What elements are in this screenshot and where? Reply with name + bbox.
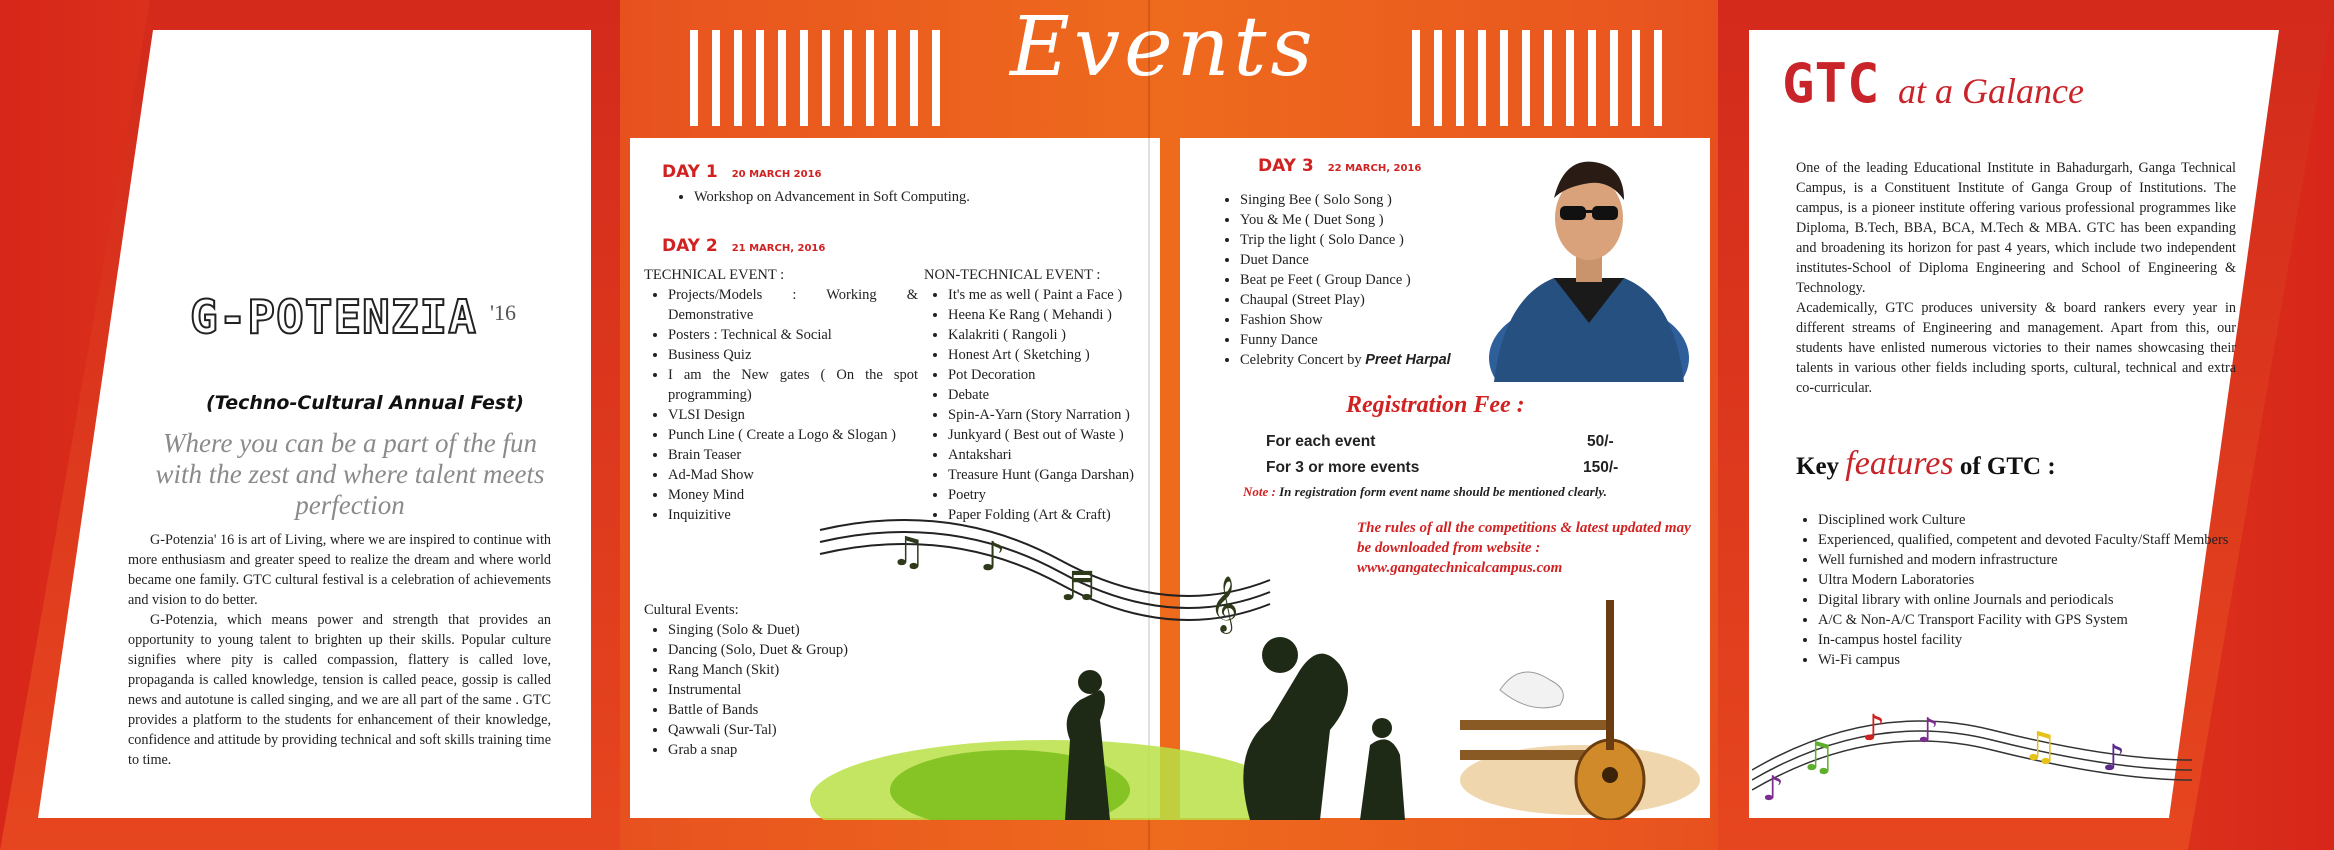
list-item: • Qawwali (Sur-Tal) (668, 720, 908, 740)
list-item: • Inquizitive (668, 505, 918, 525)
list-item: • Trip the light ( Solo Dance ) (1240, 230, 1500, 250)
fest-tagline: (Techno-Cultural Annual Fest) (206, 392, 524, 414)
nontechnical-heading: NON-TECHNICAL EVENT : (924, 267, 1101, 283)
music-note-icon: ♫ (2022, 724, 2058, 770)
list-item: • Ad-Mad Show (668, 465, 918, 485)
day3-heading (1258, 156, 1421, 176)
list-item: • Junkyard ( Best out of Waste ) (948, 425, 1168, 445)
list-item: • A/C & Non-A/C Transport Facility with GPS System (1818, 610, 2248, 630)
features-word: features (1845, 445, 1954, 482)
list-item: • Dancing (Solo, Duet & Group) (668, 640, 908, 660)
gtc-about (1796, 158, 2236, 398)
list-item: • Wi-Fi campus (1818, 650, 2248, 670)
music-note-icon: ♫ (890, 529, 926, 575)
technical-heading: TECHNICAL EVENT : (644, 267, 785, 283)
music-note-icon: ♪ (1862, 708, 1885, 749)
music-note-icon: ♪ (2102, 738, 2125, 779)
fee-label: For 3 or more events (1266, 459, 1420, 476)
note-label: Note : (1243, 484, 1276, 499)
music-note-icon: ♫ (1800, 734, 1836, 780)
list-item: • Spin-A-Yarn (Story Narration ) (948, 405, 1168, 425)
day3-list (1218, 190, 1500, 370)
list-item: • VLSI Design (668, 405, 918, 425)
intro-paragraph: G-Potenzia' 16 is art of Living, where we are inspired to continue with more enthusiasm and greater speed to realize the dream and where world became one family. GTC cultural festival is a celebration of achievements and vision to do better. (128, 532, 551, 608)
list-item: • Instrumental (668, 680, 908, 700)
day2-date: 21 MARCH, 2016 (731, 243, 826, 254)
list-item: • Posters : Technical & Social (668, 325, 918, 345)
artist-photo (1484, 148, 1694, 382)
key-features-heading (1796, 445, 2056, 483)
music-note-icon: ♪ (1917, 711, 1939, 751)
list-item: • Beat pe Feet ( Group Dance ) (1240, 270, 1500, 290)
list-item: • You & Me ( Duet Song ) (1240, 210, 1500, 230)
day3-date: 22 MARCH, 2016 (1327, 163, 1422, 174)
logo-year: '16 (490, 300, 516, 325)
list-item: • Brain Teaser (668, 445, 918, 465)
list-item: • Debate (948, 385, 1168, 405)
list-item: • Singing (Solo & Duet) (668, 620, 908, 640)
list-item: • In-campus hostel facility (1818, 630, 2248, 650)
day1-heading (662, 162, 822, 182)
list-item: • Battle of Bands (668, 700, 908, 720)
fee-label: For each event (1266, 433, 1376, 450)
cultural-heading: Cultural Events: (644, 602, 739, 618)
of-gtc-word: of GTC : (1959, 453, 2056, 480)
events-title: Events (1010, 0, 1317, 95)
list-item: • Treasure Hunt (Ganga Darshan) (948, 465, 1168, 485)
fee-value: 50/- (1587, 433, 1614, 450)
fest-slogan: Where you can be a part of the fun with the zest and where talent meets perfection (155, 428, 545, 520)
day3-label: DAY 3 (1258, 156, 1314, 176)
cowboy-hat-icon (1500, 672, 1563, 708)
list-item: • Paper Folding (Art & Craft) (948, 505, 1168, 525)
list-item: • Experienced, qualified, competent and devoted Faculty/Staff Members (1818, 530, 2248, 550)
list-item: • Singing Bee ( Solo Song ) (1240, 190, 1500, 210)
list-item: • Punch Line ( Create a Logo & Slogan ) (668, 425, 918, 445)
day1-date: 20 MARCH 2016 (731, 169, 822, 180)
day2-heading (662, 236, 825, 256)
list-item: • Honest Art ( Sketching ) (948, 345, 1168, 365)
list-item: • Digital library with online Journals and periodicals (1818, 590, 2248, 610)
registration-title: Registration Fee : (1346, 392, 1525, 418)
dancer-silhouette (1243, 654, 1348, 820)
gtc-subtitle: at a Galance (1898, 71, 2084, 111)
saxophonist-silhouette (1065, 690, 1110, 820)
fee-value: 150/- (1583, 459, 1619, 476)
about-paragraph: Academically, GTC produces university & board rankers every year in different streams of Engineering and management. Apart from this, our students have enlisted numerous victories to their names showcasing their talents in various other fields including sports, cultural, technical and extra co-curricular. (1796, 300, 2236, 396)
note-text: In registration form event name should be mentioned clearly. (1279, 484, 1607, 499)
list-item: • Ultra Modern Laboratories (1818, 570, 2248, 590)
list-item: • Heena Ke Rang ( Mehandi ) (948, 305, 1168, 325)
list-item: • Business Quiz (668, 345, 918, 365)
music-staff-decoration (1752, 690, 2192, 820)
features-list (1796, 510, 2248, 670)
music-dance-illustration (800, 490, 1700, 820)
list-item: • Funny Dance (1240, 330, 1500, 350)
music-note-icon: ♬ (1060, 564, 1096, 610)
music-note-icon: ♪ (980, 534, 1006, 580)
list-item: • It's me as well ( Paint a Face ) (948, 285, 1168, 305)
list-item: • Rang Manch (Skit) (668, 660, 908, 680)
technical-list (646, 285, 918, 525)
list-item: • Duet Dance (1240, 250, 1500, 270)
fence-icon (1460, 720, 1610, 730)
rules-text: The rules of all the competitions & latest updated may be downloaded from website : www.gangatechnicalcampus.com (1357, 520, 1691, 576)
intro-text (128, 530, 551, 770)
list-item: • Grab a snap (668, 740, 908, 760)
stripes-left (690, 30, 940, 126)
list-item: • Disciplined work Culture (1818, 510, 2248, 530)
nontechnical-list (926, 285, 1168, 525)
list-item (1240, 350, 1500, 370)
music-note-icon: ♪ (1762, 769, 1784, 809)
concert-prefix: Celebrity Concert by (1240, 352, 1362, 368)
concert-artist: Preet Harpal (1365, 352, 1451, 368)
list-item: • I am the New gates ( On the spot programming) (668, 365, 918, 405)
intro-paragraph: G-Potenzia, which means power and strength that provides an opportunity to young talent to brighten up their skills. Popular culture signifies where pity is called compassion, flattery is called love, propaganda is called knowledge, tension is called peace, gossip is called news and autotune is called singing, and we are all part of the same . GTC provides a platform to the students for enhancement of their knowledge, confidence and attitude by providing technical and soft skills training time to time. (128, 612, 551, 768)
day1-list (672, 187, 1134, 207)
list-item: • Poetry (948, 485, 1168, 505)
list-item: • Kalakriti ( Rangoli ) (948, 325, 1168, 345)
list-item: • Chaupal (Street Play) (1240, 290, 1500, 310)
treble-clef-icon: 𝄞 (1210, 576, 1239, 632)
list-item: • Antakshari (948, 445, 1168, 465)
stripes-right (1412, 30, 1662, 126)
key-word: Key (1796, 453, 1840, 480)
list-item: • Pot Decoration (948, 365, 1168, 385)
list-item: • Money Mind (668, 485, 918, 505)
about-paragraph: One of the leading Educational Institute in Bahadurgarh, Ganga Technical Campus, is a Constituent Institute of Ganga Group of Institutions. The campus, is a pioneer institute offering various professional programmes like Diploma, B.Tech, BBA, BCA, M.Tech & MBA. GTC has been expanding and broadening its horizon for past 4 years, which include two independent institutes-School of Diploma Engineering and School of Engineering & Technology. (1796, 160, 2236, 296)
list-item: • Projects/Models : Working & Demonstrative (668, 285, 918, 325)
gtc-title: GTC (1782, 52, 1880, 115)
guitarist-silhouette (1360, 739, 1405, 820)
list-item: • Fashion Show (1240, 310, 1500, 330)
day1-label: DAY 1 (662, 162, 718, 182)
list-item: • Well furnished and modern infrastructure (1818, 550, 2248, 570)
list-item: • Workshop on Advancement in Soft Computing. (694, 187, 1134, 207)
day2-label: DAY 2 (662, 236, 718, 256)
g-potenzia-logo: G-POTENZIA (190, 290, 477, 344)
